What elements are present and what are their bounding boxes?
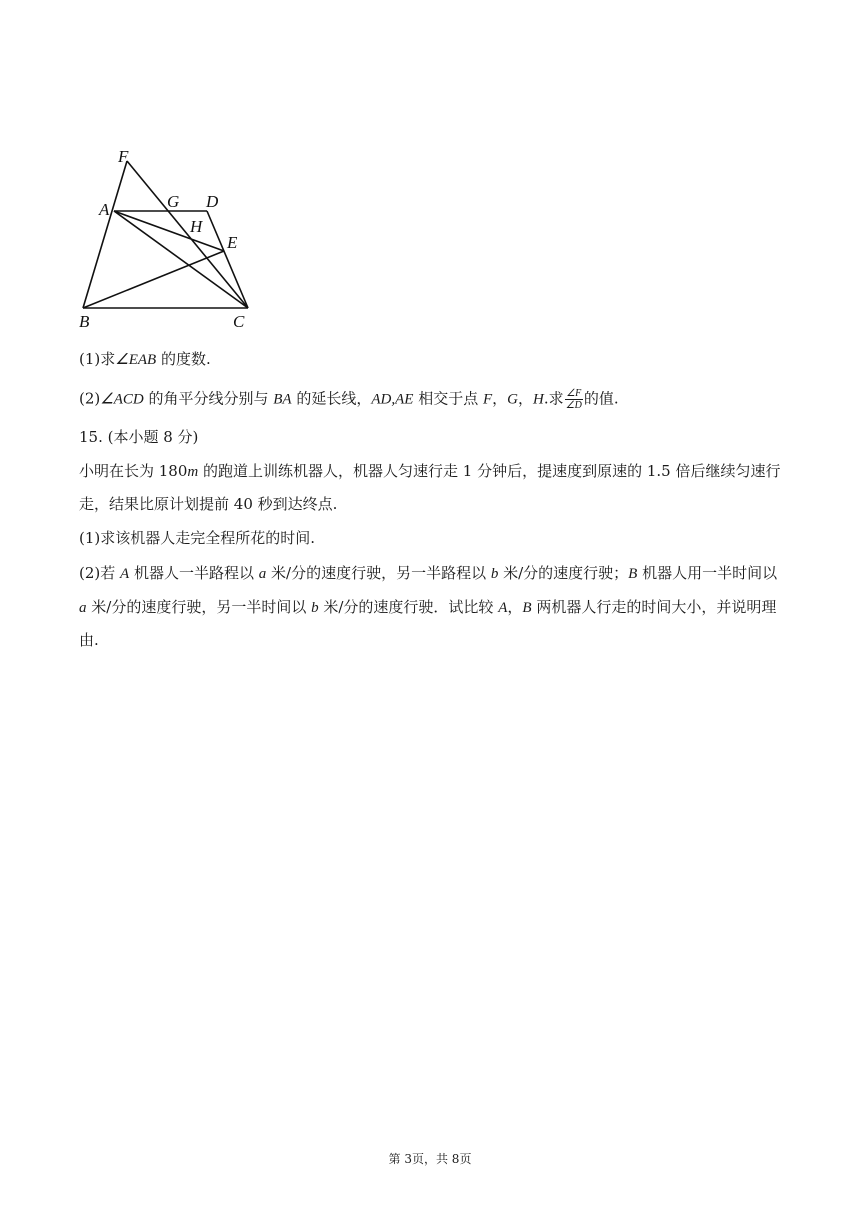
q15-stem-line1: 小明在长为 180m 的跑道上训练机器人，机器人匀速行走 1 分钟后，提速度到原速的 1.5 倍后继续匀速行 (79, 462, 781, 480)
q15-stem-line2: 走，结果比原计划提前 40 秒到达终点. (79, 495, 338, 513)
q15-header: 15. (本小题 8 分) (79, 428, 199, 446)
q14-part2: (2)∠ACD 的角平分线分别与 BA 的延长线，AD,AE 相交于点 F，G，H.求 $\frac{\angle F}{\angle D}$ 的值. (79, 388, 619, 411)
label-b: B (79, 312, 90, 331)
fraction: $\frac{\angle F}{\angle D}$ (565, 388, 582, 411)
label-d: D (206, 192, 219, 211)
label-h: H (190, 217, 203, 236)
label-c: C (233, 312, 245, 331)
q15-part1: (1)求该机器人走完全程所花的时间. (79, 529, 316, 547)
q14-part1: (1)求∠EAB 的度数. (79, 350, 211, 368)
q15-part2-line3: 由. (79, 631, 99, 649)
label-a: A (99, 200, 110, 219)
label-g: G (167, 192, 180, 211)
q15-part2-line1: (2)若 A 机器人一半路程以 a 米/分的速度行驶，另一半路程以 b 米/分的速度行驶；B 机器人用一半时间以 (79, 564, 778, 582)
geometry-figure (70, 140, 270, 340)
page-footer: 第 3页，共 8页 (388, 1152, 472, 1166)
label-f: F (118, 147, 129, 166)
label-e: E (227, 233, 238, 252)
q15-part2-line2: a 米/分的速度行驶，另一半时间以 b 米/分的速度行驶．试比较 A，B 两机器人行走的时间大小，并说明理 (79, 598, 777, 616)
